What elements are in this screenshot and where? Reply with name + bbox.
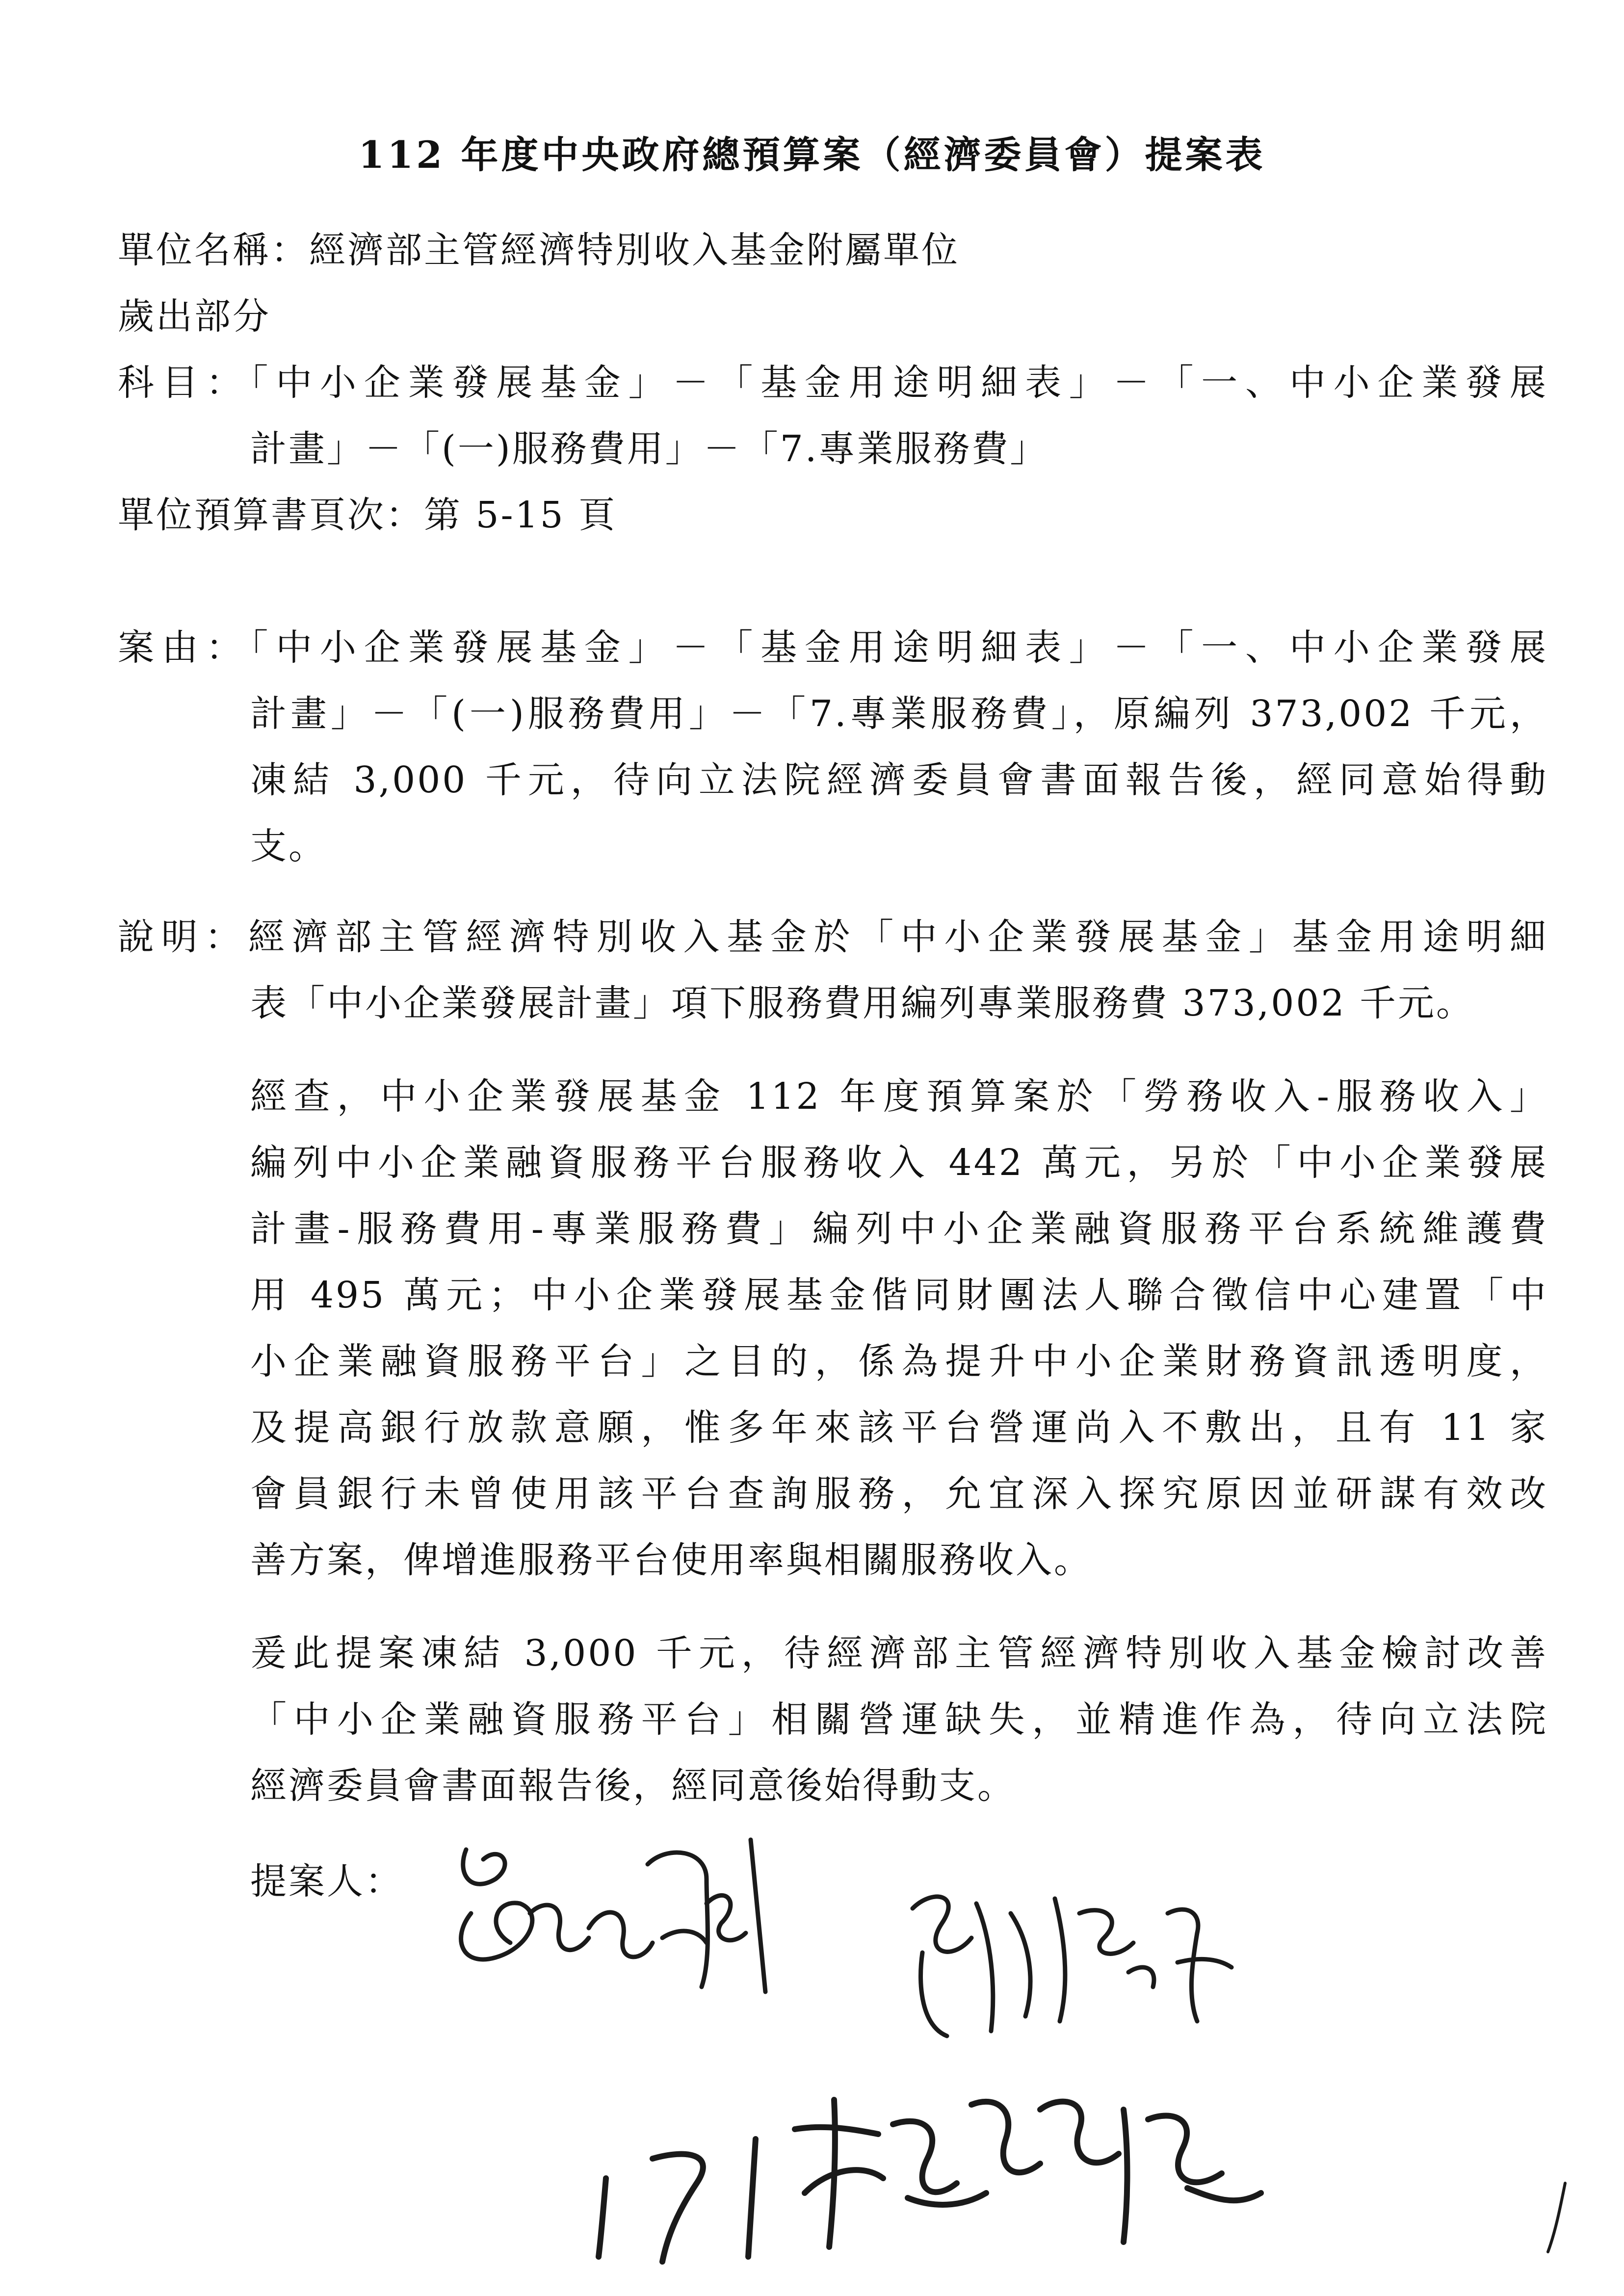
finding-line-4: 用 495 萬元；中小企業發展基金偕同財團法人聯合徵信中心建置「中 — [250, 1274, 1548, 1316]
proposer-label: 提案人： — [250, 1860, 403, 1903]
stray-pen-mark — [1548, 2183, 1565, 2252]
section-line: 歲出部分 — [118, 295, 271, 338]
proposal-line-2: 「中小企業融資服務平台」相關營運缺失，並精進作為，待向立法院 — [250, 1698, 1548, 1741]
finding-line-2: 編列中小企業融資服務平台服務收入 442 萬元，另於「中小企業發展 — [250, 1142, 1548, 1184]
finding-line-7: 會員銀行未曾使用該平台查詢服務，允宜深入探究原因並研謀有效改 — [250, 1473, 1548, 1515]
reason-line-3: 凍結 3,000 千元，待向立法院經濟委員會書面報告後，經同意始得動 — [250, 759, 1548, 801]
proposal-line-1: 爰此提案凍結 3,000 千元，待經濟部主管經濟特別收入基金檢討改善 — [250, 1632, 1548, 1674]
proposal-line-3: 經濟委員會書面報告後，經同意後始得動支。 — [250, 1765, 1016, 1807]
reason-line-2: 計畫」－「(一)服務費用」－「7.專業服務費」，原編列 373,002 千元， — [250, 693, 1548, 735]
unit-name-line: 單位名稱：經濟部主管經濟特別收入基金附屬單位 — [118, 229, 960, 271]
subject-line-2: 計畫」－「(一)服務費用」－「7.專業服務費」 — [250, 428, 1048, 470]
finding-line-8: 善方案，俾增進服務平台使用率與相關服務收入。 — [250, 1539, 1092, 1581]
finding-line-5: 小企業融資服務平台」之目的，係為提升中小企業財務資訊透明度， — [250, 1340, 1548, 1383]
reason-line-1: 案由：「中小企業發展基金」－「基金用途明細表」－「一、中小企業發展 — [118, 626, 1548, 669]
signature-1 — [461, 1840, 765, 1992]
subject-line-1: 科目：「中小企業發展基金」－「基金用途明細表」－「一、中小企業發展 — [118, 362, 1548, 404]
finding-line-3: 計畫-服務費用-專業服務費」編列中小企業融資服務平台系統維護費 — [250, 1208, 1548, 1250]
signature-3 — [599, 2100, 1261, 2262]
reason-line-4: 支。 — [250, 825, 327, 867]
document-title: 112 年度中央政府總預算案（經濟委員會）提案表 — [358, 133, 1266, 177]
signature-2 — [913, 1897, 1231, 2036]
explanation-line-1: 說明：經濟部主管經濟特別收入基金於「中小企業發展基金」基金用途明細 — [118, 916, 1548, 958]
finding-line-1: 經查，中小企業發展基金 112 年度預算案於「勞務收入-服務收入」 — [250, 1075, 1548, 1118]
finding-line-6: 及提高銀行放款意願，惟多年來該平台營運尚入不敷出，且有 11 家 — [250, 1407, 1548, 1449]
budget-page-ref: 單位預算書頁次：第 5-15 頁 — [118, 494, 617, 536]
explanation-line-2: 表「中小企業發展計畫」項下服務費用編列專業服務費 373,002 千元。 — [250, 982, 1475, 1024]
